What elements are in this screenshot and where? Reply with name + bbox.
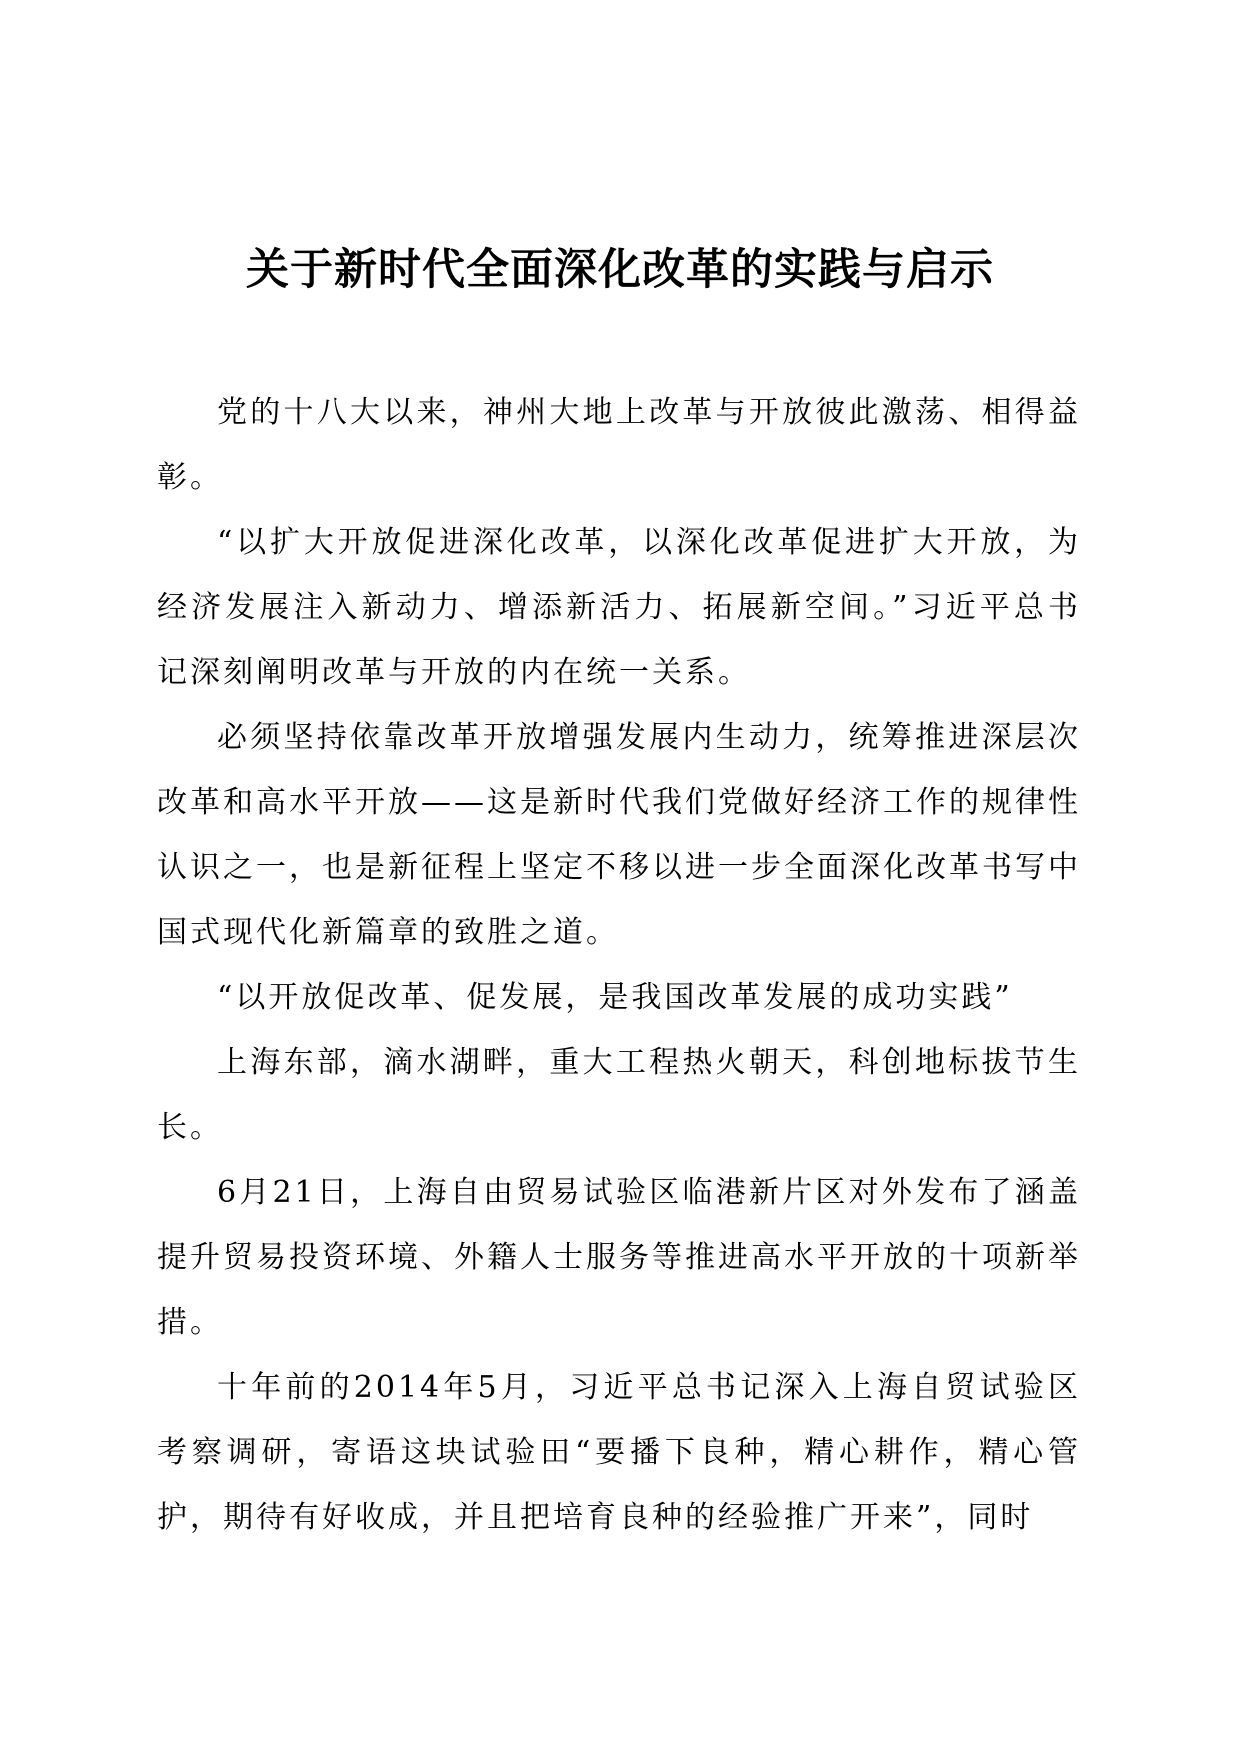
document-title: 关于新时代全面深化改革的实践与启示	[246, 245, 994, 295]
paragraph-4-subheading: “以开放促改革、促发展，是我国改革发展的成功实践”	[217, 980, 1013, 1015]
paragraph-6: 6月21日，上海自由贸易试验区临港新片区对外发布了涵盖提升贸易投资环境、外籍人士服务等推进高水平开放的十项新举措。	[157, 1175, 1081, 1340]
paragraph-5: 上海东部，滴水湖畔，重大工程热火朝天，科创地标拔节生长。	[157, 1045, 1081, 1145]
document-body	[157, 380, 1081, 1550]
paragraph-2: “以扩大开放促进深化改革，以深化改革促进扩大开放，为经济发展注入新动力、增添新活力、拓展新空间。”习近平总书记深刻阐明改革与开放的内在统一关系。	[157, 525, 1081, 690]
paragraph-1: 党的十八大以来，神州大地上改革与开放彼此激荡、相得益彰。	[157, 395, 1081, 495]
paragraph-3: 必须坚持依靠改革开放增强发展内生动力，统筹推进深层次改革和高水平开放——这是新时代我们党做好经济工作的规律性认识之一，也是新征程上坚定不移以进一步全面深化改革书写中国式现代化新篇章的致胜之道。	[157, 720, 1081, 950]
paragraph-7: 十年前的2014年5月，习近平总书记深入上海自贸试验区考察调研，寄语这块试验田“要播下良种，精心耕作，精心管护，期待有好收成，并且把培育良种的经验推广开来”，同时	[157, 1370, 1081, 1535]
